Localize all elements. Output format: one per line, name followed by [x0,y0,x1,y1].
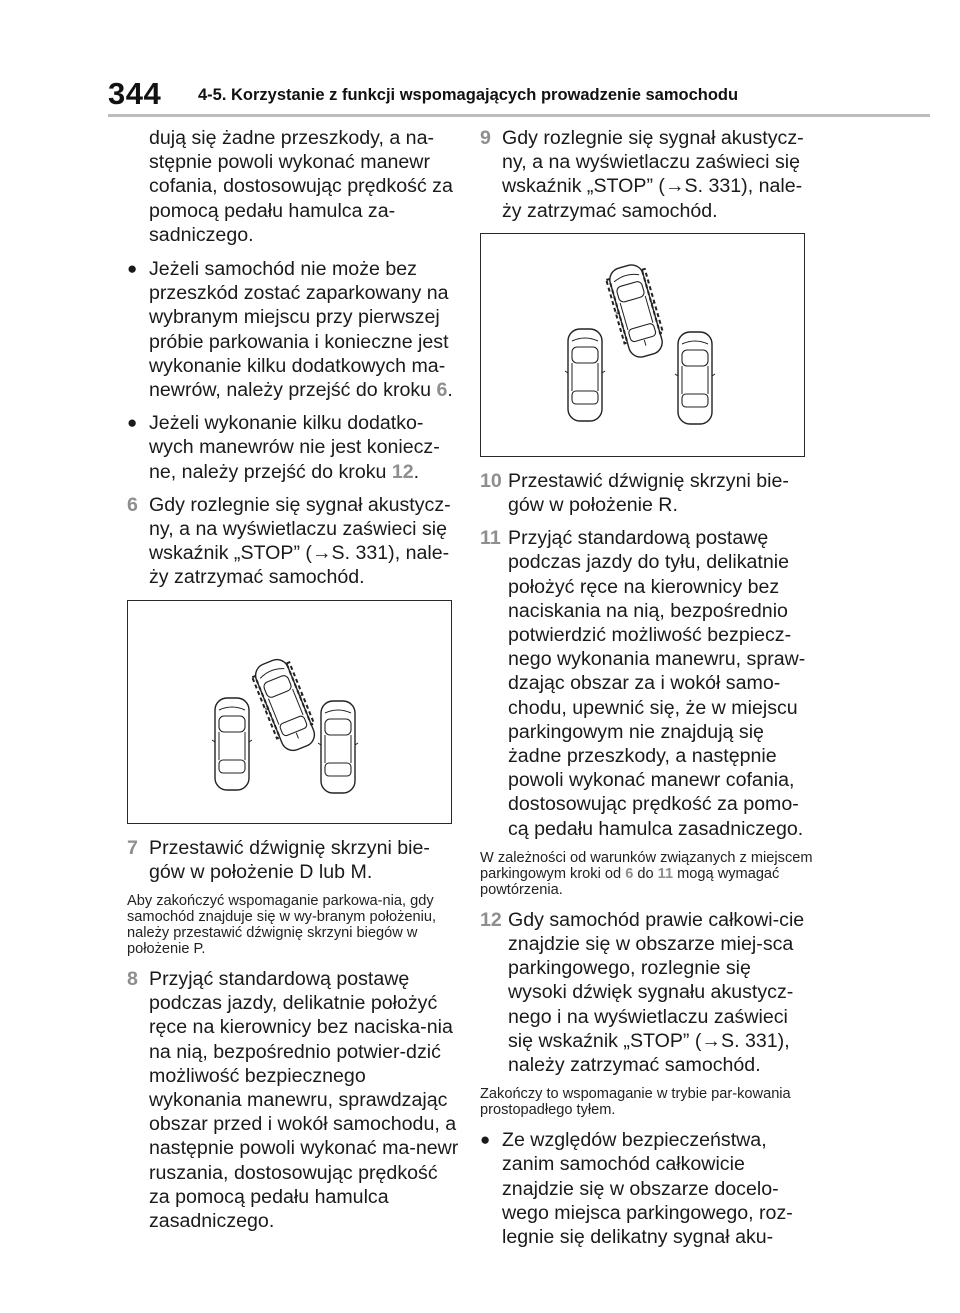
step-text: Gdy samochód prawie całkowi-cie znajdzie się w obszarze miej-sca parkingowego, rozlegnie się wysoki dźwięk sygnału akustycz-nego i na wyświetlaczu zaświeci się wskaźnik „STOP” (→S. 331), należy zatrzymać samochód. [508,908,805,1077]
parked-car-right [318,701,358,793]
step-number: 12 [480,908,502,931]
step-text: Gdy rozlegnie się sygnał akustycz-ny, a na wyświetlaczu zaświeci się wskaźnik „STOP” (→S. 331), nale-ży zatrzymać samochód. [502,127,804,222]
bullet-dot-icon: ● [127,259,138,279]
intro-paragraph: dują się żadne przeszkody, a na-stępnie powoli wykonać manewr cofania, dostosowując prędkość za pomocą pedału hamulca za-sadniczego. [149,127,453,246]
step-text: Przyjąć standardową postawę podczas jazdy do tyłu, delikatnie położyć ręce na kierownicy bez naciskania na nią, bezpośrednio potwierdzić możliwość bezpiecz-nego wykonania manewru, spraw-dzając obszar za i wokół samo-chodu, upewnić się, że w miejscu parkingowym nie znajdują się żadne przeszkody, a następnie powoli wykonać manewr cofania, dostosowując prędkość za pomo-cą pedału hamulca zasadniczego. [508,527,806,840]
step-number: 7 [127,836,138,859]
step-7 [127,836,462,884]
step-number: 6 [127,493,138,516]
bullet-text: Ze względów bezpieczeństwa, zanim samochód całkowicie znajdzie się w obszarze docelo-wego miejsca parkingowego, roz-legnie się delikatny sygnał aku- [502,1129,793,1249]
step-number: 8 [127,968,138,991]
parking-cars-illustration [128,601,450,822]
right-column [480,126,815,1258]
step-number: 10 [480,469,502,492]
step-10 [480,469,815,517]
left-column [127,126,462,1242]
section-title: 4-5. Korzystanie z funkcji wspomagających prowadzenie samochodu [198,86,739,104]
bullet-dot-icon: ● [480,1130,491,1150]
bullet-item [480,1128,815,1249]
bullet-text: Jeżeli wykonanie kilku dodatko-wych manewrów nie jest koniecz-ne, należy przejść do kroku 12. [149,412,440,483]
step-12 [480,908,815,1077]
parking-cars-illustration [481,234,803,455]
step-6 [127,493,462,590]
parked-car-right [675,332,715,424]
step-number: 9 [480,127,491,149]
step-11 [480,526,815,841]
step-text: Przestawić dźwignię skrzyni bie-gów w położenie D lub M. [149,836,430,883]
step-text: Przyjąć standardową postawę podczas jazdy, delikatnie położyć ręce na kierownicy bez naciska-nia na nią, bezpośrednio potwier-dzić możliwość bezpiecznego wykonania manewru, sprawdzając obszar przed i wokół samochodu, a następnie powoli wykonać ma-newr ruszania, dostosowując prędkość za pomocą pedału hamulca zasadniczego. [149,968,459,1233]
step-9 [480,126,815,223]
header-divider [108,114,930,117]
parked-car-left [212,698,252,790]
step-text: Przestawić dźwignię skrzyni bie-gów w położenie R. [508,469,789,517]
step-8 [127,967,462,1233]
note-text: Zakończy to wspomaganie w trybie par-kowania prostopadłego tyłem. [480,1086,791,1119]
bullet-item [127,411,462,484]
bullet-text: Jeżeli samochód nie może bez przeszkód zostać zaparkowany na wybranym miejscu przy pierwszej próbie parkowania i konieczne jest wykonanie kilku dodatkowych ma-newrów, należy przejść do kroku 6. [149,258,453,402]
note-text: W zależności od warunków związanych z miejscem parkingowym kroki od 6 do 11 mogą wymagać powtórzenia. [480,849,813,898]
page-header [0,0,960,116]
step-text: Gdy rozlegnie się sygnał akustycz-ny, a na wyświetlaczu zaświeci się wskaźnik „STOP” (→S. 331), nale-ży zatrzymać samochód. [149,493,451,589]
parked-car-left [565,329,605,421]
figure-parking-reverse [480,233,805,457]
maneuvering-car [249,655,321,755]
maneuvering-car [604,261,668,360]
bullet-item [127,257,462,402]
page-number: 344 [108,76,162,111]
note-text: Aby zakończyć wspomaganie parkowa-nia, gdy samochód znajduje się w wy-branym położeniu, należy przestawić dźwignię skrzyni biegów w położenie P. [127,893,437,958]
bullet-dot-icon: ● [127,413,138,433]
figure-parking-forward [127,600,452,824]
step-number: 11 [480,527,501,550]
